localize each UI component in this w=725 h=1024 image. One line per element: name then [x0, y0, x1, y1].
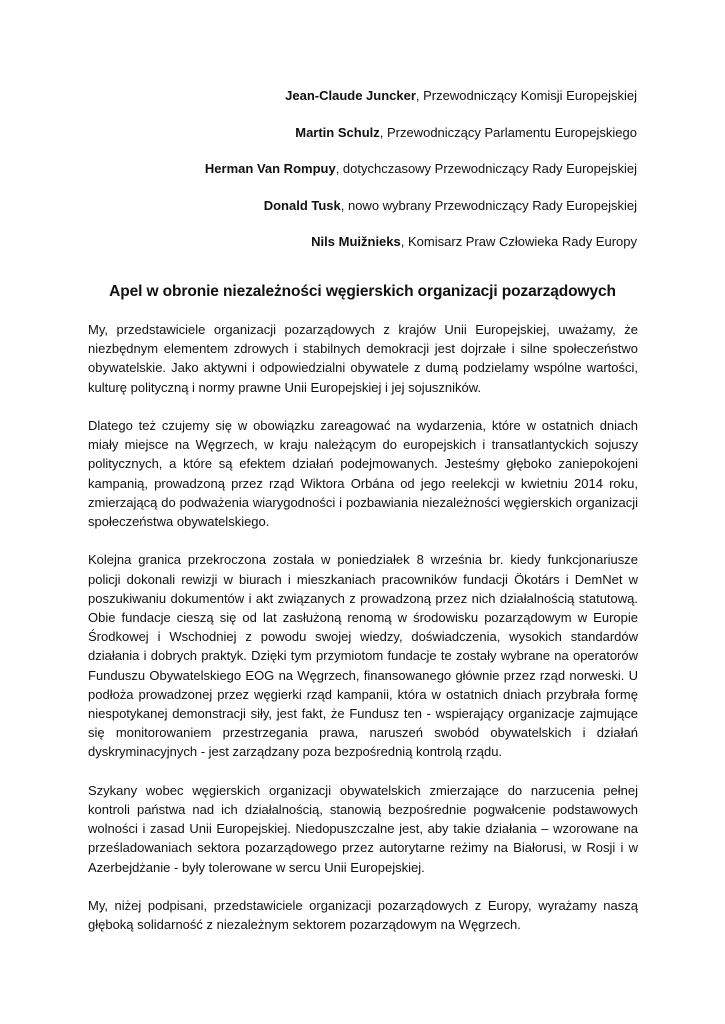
body-paragraph: My, niżej podpisani, przedstawiciele organizacji pozarządowych z Europy, wyrażamy naszą głęboką solidarność z niezależnym sektorem pozarządowym na Węgrzech. [88, 898, 638, 933]
recipient-line [205, 155, 637, 192]
body-paragraph: Dlatego też czujemy się w obowiązku zareagować na wydarzenia, które w ostatnich dniach miały miejsce na Węgrzech, w kraju należącym do europejskich i transatlantyckich sojuszy politycznych, a które są efektem działań podejmowanych. Jesteśmy głęboko zaniepokojeni kampanią, prowadzoną przez rząd Wiktora Orbána od jego reelekcji w kwietniu 2014 roku, zmierzającą do podważenia wiarygodności i pozbawiania niezależności węgierskich organizacji społeczeństwa obywatelskiego. [88, 418, 638, 530]
recipient-name: Donald Tusk [263, 197, 341, 213]
recipient-role: , Komisarz Praw Człowieka Rady Europy [400, 234, 637, 250]
recipient-line [205, 192, 637, 229]
recipient-name: Nils Muižnieks [311, 234, 401, 250]
document-title: Apel w obronie niezależności węgierskich organizacji pozarządowych [109, 283, 616, 300]
recipient-name: Jean-Claude Juncker [285, 88, 416, 103]
body-paragraph: Kolejna granica przekroczona została w poniedziałek 8 września br. kiedy funkcjonariusze policji dokonali rewizji w biurach i mieszkaniach pracowników fundacji Ökotárs i DemNet w poszukiwaniu dokumentów i akt związanych z prowadzoną przez nich działalnością statutową. Obie fundacje cieszą się od lat zasłużoną renomą w środowisku pozarządowym w Europie Środkowej i Wschodniej z powodu swojej wiedzy, doświadczenia, wysokich standardów działania i dobrych praktyk. Dzięki tym przymiotom fundacje te zostały wybrane na operatorów Funduszu Obywatelskiego EOG na Węgrzech, finansowanego głównie przez rząd norweski. U podłoża prowadzonej przez węgierki rząd kampanii, która w ostatnich dniach przybrała formę niespotykanej demonstracji siły, jest fakt, że Fundusz ten - wspierający organizacje zajmujące się monitorowaniem przestrzegania prawa, naruszeń swobód obywatelskich i działań dyskryminacyjnych - jest zarządzany poza bezpośrednią kontrolą rządu. [88, 552, 638, 760]
recipient-role: , dotychczasowy Przewodniczący Rady Europejskiej [335, 161, 637, 177]
recipient-line [205, 228, 637, 265]
body-paragraph: Szykany wobec węgierskich organizacji obywatelskich zmierzające do narzucenia pełnej kontroli państwa nad ich działalnością, stanowią bezpośrednie pogwałcenie podstawowych wolności i zasad Unii Europejskiej. Niedopuszczalne jest, aby takie działania – wzorowane na prześladowaniach sektora pozarządowego przez autorytarne reżimy na Białorusi, w Rosji i w Azerbejdżanie - były tolerowane w sercu Unii Europejskiej. [88, 782, 638, 875]
recipient-name: Herman Van Rompuy [204, 161, 336, 177]
document-body [88, 320, 638, 954]
recipient-line [205, 82, 637, 119]
recipients-list [205, 82, 637, 265]
recipient-role: , nowo wybrany Przewodniczący Rady Europejskiej [340, 197, 637, 213]
recipient-role: , Przewodniczący Parlamentu Europejskiego [379, 124, 637, 140]
recipient-role: , Przewodniczący Komisji Europejskiej [415, 88, 637, 103]
recipient-name: Martin Schulz [295, 124, 380, 140]
recipient-line [205, 119, 637, 156]
body-paragraph: My, przedstawiciele organizacji pozarządowych z krajów Unii Europejskiej, uważamy, że niezbędnym elementem zdrowych i stabilnych demokracji jest dojrzałe i silne społeczeństwo obywatelskie. Jako aktywni i odpowiedzialni obywatele z dumą podzielamy wspólne wartości, kulturę polityczną i normy prawne Unii Europejskiej i jej sojuszników. [88, 322, 638, 395]
